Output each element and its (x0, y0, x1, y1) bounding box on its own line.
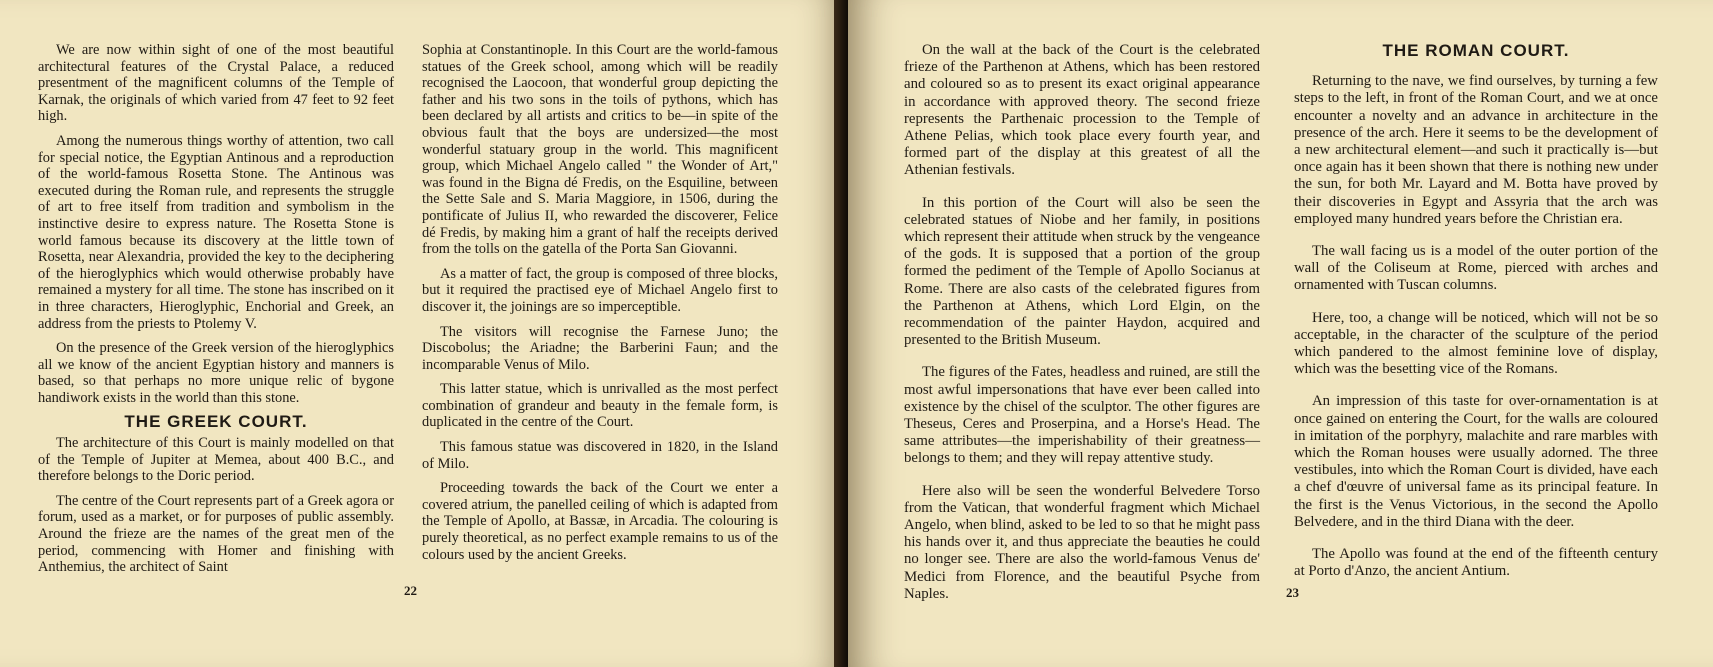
section-heading-greek-court: THE GREEK COURT. (124, 412, 308, 432)
paragraph: As a matter of fact, the group is composed of three blocks, but it required the practised eye of Michael Angelo first to discover it, the joinings are so imperceptible. (422, 265, 778, 315)
page-number: 22 (404, 583, 417, 598)
paragraph: An impression of this taste for over-ornamentation is at once gained on entering the Court, for the walls are coloured in imitation of the porphyry, malachite and rare marbles with which the Roman houses were usually adorned. The three vestibules, into which the Roman Court is divided, have each a chef d'œuvre of universal fame as its principal feature. In the first is the Venus Victorious, in the second the Apollo Belvedere, and in the third Diana with the deer. (1294, 393, 1658, 530)
paragraph: On the wall at the back of the Court is the celebrated frieze of the Parthenon at Athens, which has been restored and coloured so as to present its exact original appearance in accordance with approved theory. The second frieze represents the Parthenaic procession to the Temple of Athene Pelias, which took place every fourth year, and formed part of the display at this greatest of all the Athenian festivals. (904, 42, 1260, 179)
right-page (848, 0, 1713, 667)
paragraph: Returning to the nave, we find ourselves, by turning a few steps to the left, in front of the Roman Court, and we at once encounter a novelty and an advance in architecture in the presence of the arch. Here it seems to be the development of a new architectural element—and such it practically is—but once again has it been shown that there is nothing new under the sun, for both Mr. Layard and M. Botta have proved by their discoveries in Egypt and Assyria that the arch was employed many hundred years before the Christian era. (1294, 73, 1658, 227)
paragraph: This latter statue, which is unrivalled as the most perfect combination of grandeur and beauty in the female form, is duplicated in the centre of the Court. (422, 381, 778, 431)
paragraph: This famous statue was discovered in 1820, in the Island of Milo. (422, 439, 778, 472)
paragraph: The wall facing us is a model of the outer portion of the wall of the Coliseum at Rome, pierced with arches and ornamented with Tuscan columns. (1294, 243, 1658, 294)
paragraph: Proceeding towards the back of the Court we enter a covered atrium, the panelled ceiling of which is adapted from the Temple of Apollo, at Bassæ, in Arcadia. The colouring is purely theoretical, as no perfect example remains to us of the colours used by the ancient Greeks. (422, 480, 778, 563)
paragraph: Sophia at Constantinople. In this Court are the world-famous statues of the Greek school, among which will be readily recognised the Laocoon, that wonderful group depicting the father and his two sons in the toils of pythons, which has been declared by all artists and critics to be—in spite of the obvious fault that the boys are undersized—the most wonderful statuary group in the world. This magnificent group, which Michael Angelo called " the Wonder of Art," was found in the Bigna dé Fredis, on the Esquiline, between the Sette Sale and S. Maria Maggiore, in 1506, during the pontificate of Julius II, who rewarded the discoverer, Felice dé Fredis, by making him a grant of half the receipts derived from the tolls on the gatella of the Porta San Giovanni. (422, 42, 778, 258)
paragraph: Here, too, a change will be noticed, which will not be so acceptable, in the character of the sculpture of the period which pandered to the almost feminine love of display, which was the besetting vice of the Romans. (1294, 309, 1658, 378)
paragraph: The figures of the Fates, headless and ruined, are still the most awful impersonations that have ever been called into existence by the chisel of the sculptor. The other figures are Theseus, Ceres and Proserpina, and a Horse's Head. The same attributes—the imperishability of their greatness—belongs to them; and they will repay attentive study. (904, 364, 1260, 467)
left-page-column-2 (422, 42, 778, 571)
left-page (0, 0, 848, 667)
paragraph: In this portion of the Court will also be seen the celebrated statues of Niobe and her family, in positions which represent their attitude when struck by the vengeance of the gods. It is supposed that a portion of the group formed the pediment of the Temple of Apollo Socianus at Rome. There are also casts of the celebrated figures from the Parthenon at Athens, which Lord Elgin, on the recommendation of the painter Haydon, acquired and presented to the British Museum. (904, 194, 1260, 349)
right-page-column-1 (904, 42, 1260, 618)
right-page-column-2 (1294, 42, 1658, 595)
left-page-column-1 (38, 42, 394, 584)
section-heading-roman-court: THE ROMAN COURT. (1382, 41, 1570, 60)
paragraph: The Apollo was found at the end of the fifteenth century at Porto d'Anzo, the ancient Antium. (1294, 546, 1658, 580)
paragraph: The visitors will recognise the Farnese Juno; the Discobolus; the Ariadne; the Barberini Faun; and the incomparable Venus of Milo. (422, 323, 778, 373)
paragraph: The architecture of this Court is mainly modelled on that of the Temple of Jupiter at Memea, about 400 B.C., and therefore belongs to the Doric period. (38, 435, 394, 485)
paragraph: We are now within sight of one of the most beautiful architectural features of the Crystal Palace, a reduced presentment of the magnificent columns of the Temple of Karnak, the originals of which varied from 47 feet to 92 feet high. (38, 42, 394, 125)
paragraph: Among the numerous things worthy of attention, two call for special notice, the Egyptian Antinous and a reproduction of the world-famous Rosetta Stone. The Antinous was executed during the Roman rule, and represents the struggle of art to free itself from tradition and symbolism in the instinctive desire to express nature. The Rosetta Stone is world famous because its discovery at the little town of Rosetta, near Alexandria, provided the key to the deciphering of the hieroglyphics which would otherwise probably have remained a mystery for all time. The stone has inscribed on it in three characters, Hieroglyphic, Enchorial and Greek, an address from the priests to Ptolemy V. (38, 132, 394, 332)
paragraph: Here also will be seen the wonderful Belvedere Torso from the Vatican, that wonderful fragment which Michael Angelo, when blind, asked to be led to so that he might pass his hands over it, and thus appreciate the beauties he could no longer see. There are also the world-famous Venus de' Medici from Florence, and the beautiful Psyche from Naples. (904, 482, 1260, 602)
paragraph: On the presence of the Greek version of the hieroglyphics all we know of the ancient Egyptian history and manners is based, so that perhaps no more unique relic of bygone handiwork exists in the world than this stone. (38, 340, 394, 406)
paragraph: The centre of the Court represents part of a Greek agora or forum, used as a market, or for purposes of public assembly. Around the frieze are the names of the great men of the period, commencing with Homer and finishing with Anthemius, the architect of Saint (38, 492, 394, 576)
page-number: 23 (1286, 585, 1299, 600)
